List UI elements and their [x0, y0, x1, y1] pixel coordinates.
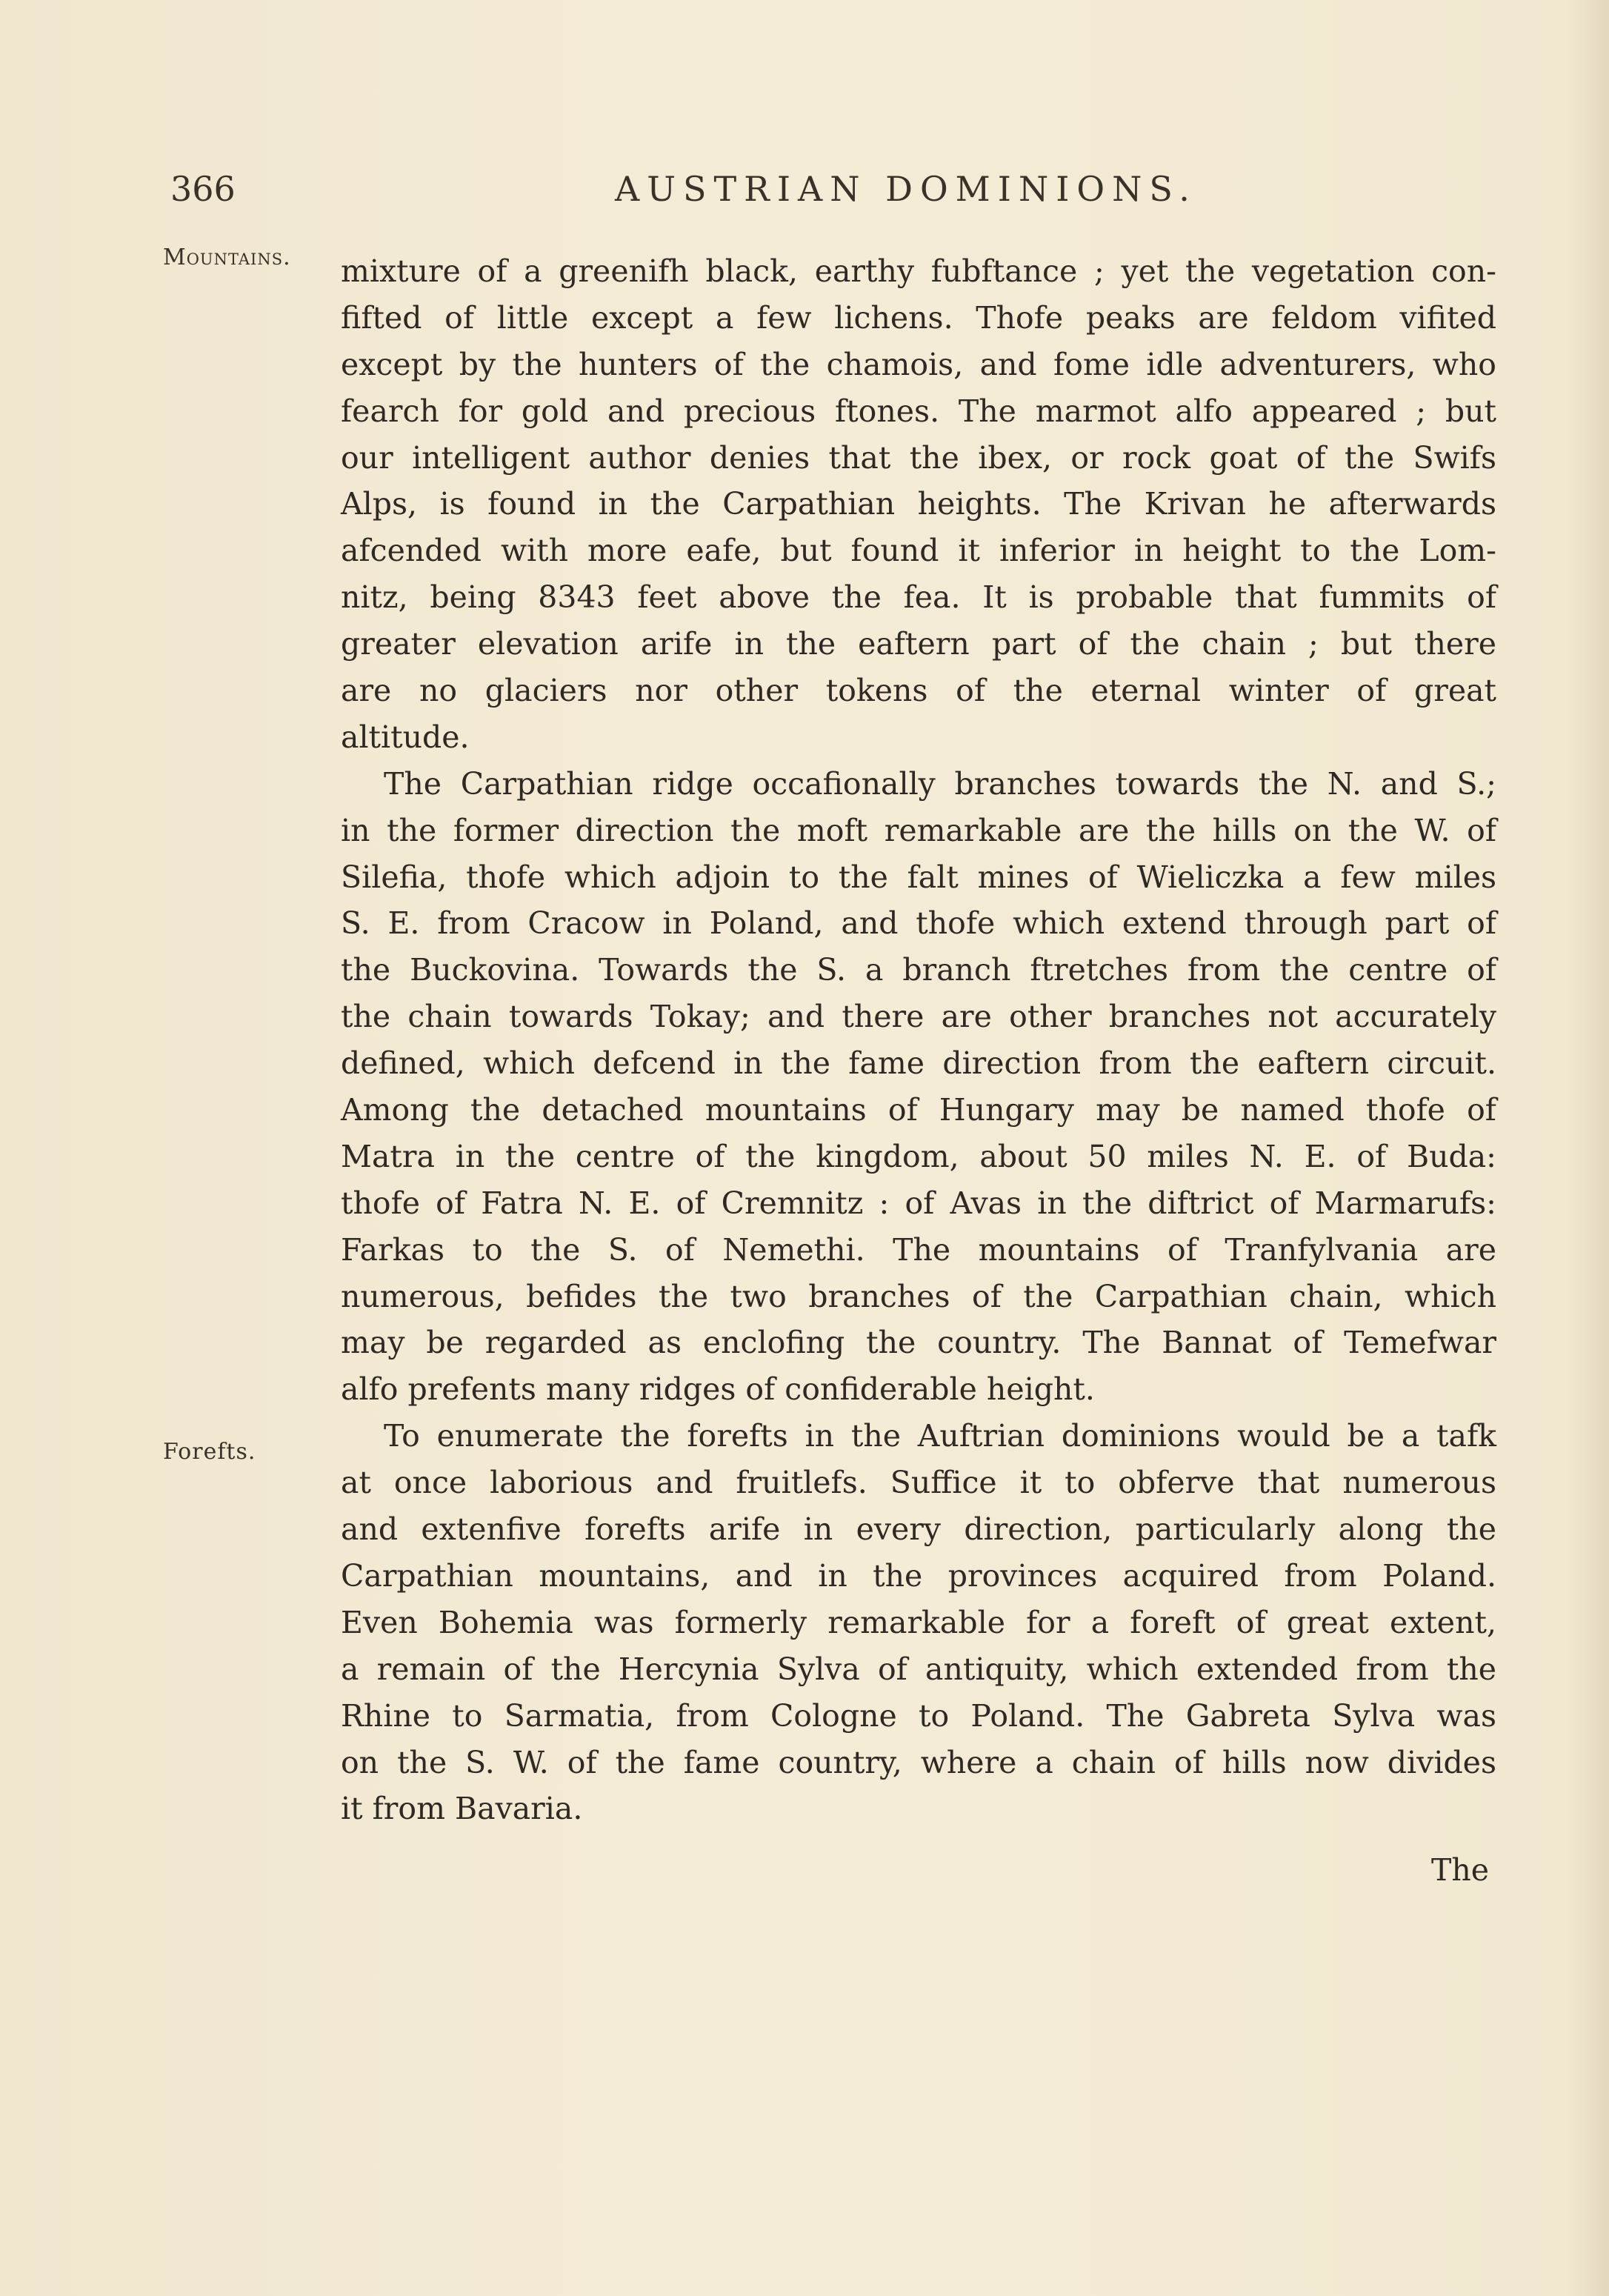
- running-head: AUSTRIAN DOMINIONS.: [615, 169, 1197, 209]
- text-line: Silefia, thofe which adjoin to the falt mines of Wieliczka a few miles: [341, 859, 1496, 895]
- text-line: and extenfive forefts arife in every direction, particularly along the: [341, 1511, 1496, 1548]
- text-line: on the S. W. of the fame country, where a chain of hills now divides: [341, 1744, 1496, 1780]
- text-line: may be regarded as enclofing the country. The Bannat of Temefwar: [341, 1325, 1496, 1361]
- text-line: defined, which defcend in the fame direction from the eaftern circuit.: [341, 1045, 1496, 1082]
- page-edge-shadow: [1565, 0, 1609, 2296]
- text-line: Even Bohemia was formerly remarkable for a foreft of great extent,: [341, 1604, 1496, 1640]
- text-line: Matra in the centre of the kingdom, about 50 miles N. E. of Buda:: [341, 1138, 1496, 1174]
- text-line: Among the detached mountains of Hungary may be named thofe of: [341, 1092, 1496, 1128]
- text-line: afcended with more eafe, but found it inferior in height to the Lom-: [341, 533, 1496, 569]
- text-line: alfo prefents many ridges of confiderable height.: [341, 1371, 1095, 1408]
- paragraph-1: [341, 248, 1496, 761]
- text-line: Carpathian mountains, and in the provinces acquired from Poland.: [341, 1557, 1496, 1594]
- text-line: The Carpathian ridge occafionally branches towards the N. and S.;: [384, 765, 1496, 802]
- text-line: are no glaciers nor other tokens of the eternal winter of great: [341, 673, 1496, 709]
- text-line: Farkas to the S. of Nemethi. The mountains of Tranfylvania are: [341, 1231, 1496, 1268]
- catchword: The: [1431, 1852, 1490, 1888]
- text-line: greater elevation arife in the eaftern part of the chain ; but there: [341, 626, 1496, 662]
- text-line: a remain of the Hercynia Sylva of antiquity, which extended from the: [341, 1651, 1496, 1687]
- text-line: fifted of little except a few lichens. Thofe peaks are feldom vifited: [341, 299, 1496, 336]
- text-line: except by the hunters of the chamois, and fome idle adventurers, who: [341, 346, 1496, 382]
- paragraph-2: [341, 761, 1496, 1413]
- text-line: Alps, is found in the Carpathian heights. The Krivan he afterwards: [341, 486, 1496, 522]
- text-line: thofe of Fatra N. E. of Cremnitz : of Avas in the diftrict of Marmarufs:: [341, 1185, 1496, 1221]
- text-line: nitz, being 8343 feet above the fea. It is probable that fummits of: [341, 579, 1496, 616]
- text-line: numerous, befides the two branches of the Carpathian chain, which: [341, 1278, 1496, 1314]
- body-text: [341, 248, 1496, 1832]
- text-line: To enumerate the forefts in the Auftrian dominions would be a tafk: [384, 1418, 1496, 1454]
- text-line: at once laborious and fruitlefs. Suffice it to obferve that numerous: [341, 1465, 1496, 1501]
- text-line: altitude.: [341, 719, 470, 755]
- text-line: it from Bavaria.: [341, 1791, 583, 1827]
- text-line: mixture of a greenifh black, earthy fubftance ; yet the vegetation con-: [341, 253, 1496, 289]
- text-line: fearch for gold and precious ftones. The marmot alfo appeared ; but: [341, 393, 1496, 429]
- text-line: in the former direction the moft remarkable are the hills on the W. of: [341, 812, 1496, 848]
- text-line: Rhine to Sarmatia, from Cologne to Poland. The Gabreta Sylva was: [341, 1697, 1496, 1734]
- marginal-note-forests: Forefts.: [163, 1439, 256, 1465]
- text-line: the chain towards Tokay; and there are other branches not accurately: [341, 999, 1496, 1035]
- page-number: 366: [170, 169, 236, 209]
- text-line: our intelligent author denies that the ibex, or rock goat of the Swifs: [341, 439, 1496, 476]
- paragraph-3: [341, 1413, 1496, 1832]
- text-line: the Buckovina. Towards the S. a branch ftretches from the centre of: [341, 952, 1496, 988]
- page-header: [170, 169, 1289, 221]
- marginal-note-mountains: Mountains.: [163, 244, 291, 270]
- text-line: S. E. from Cracow in Poland, and thofe which extend through part of: [341, 905, 1496, 942]
